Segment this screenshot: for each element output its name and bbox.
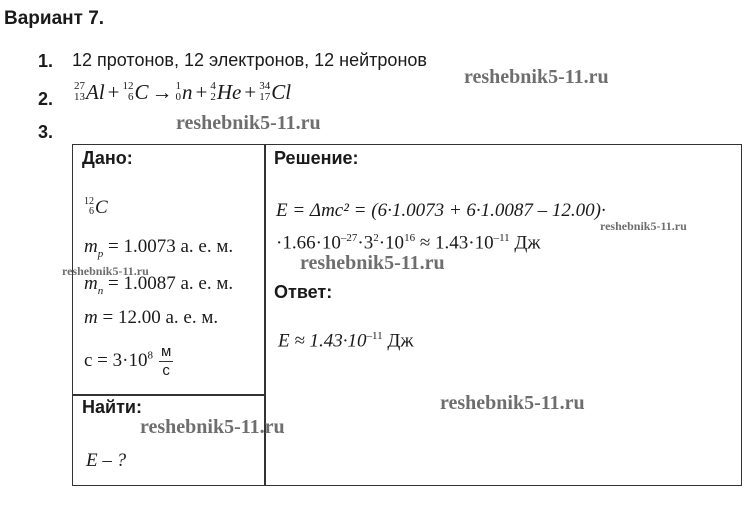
given-heading: Дано:: [82, 148, 133, 168]
variant-title: Вариант 7.: [4, 8, 105, 29]
given-neutron-mass: $m_n = 1.0087$ а. е. м.: [84, 273, 234, 297]
carbon-nuclide: 12 6 C: [122, 80, 149, 104]
neutron-nuclide: 1 0 n: [175, 80, 193, 104]
watermark-text: reshebnik5-11.ru: [140, 416, 285, 438]
given-nucleus-mass: m = 12.00 а. е. м.: [84, 307, 219, 328]
watermark-text: reshebnik5-11.ru: [464, 66, 609, 88]
given-nuclide: 12 6 C: [84, 195, 108, 218]
find-value: E – ?: [86, 450, 127, 471]
helium-nuclide: 4 2 He: [210, 80, 242, 104]
watermark-text: reshebnik5-11.ru: [440, 392, 585, 414]
solution-line-2: $\cdot 1.66\cdot 10^{-27}\cdot 3^2\cdot 10^{16} \approx 1.43\cdot 10^{-11}$ Дж: [276, 232, 541, 254]
watermark-text: reshebnik5-11.ru: [62, 264, 149, 278]
answer-value: $E \approx 1.43\cdot 10^{-11}$ Дж: [278, 330, 414, 352]
watermark-text: reshebnik5-11.ru: [300, 252, 445, 274]
speed-unit-fraction: $\frac{м}{с}$: [160, 343, 172, 379]
item-number-2: 2.: [38, 89, 54, 109]
watermark-text: reshebnik5-11.ru: [176, 112, 321, 134]
answer-1-text: 12 протонов, 12 электронов, 12 нейтронов: [72, 50, 427, 70]
solution-line-1: E = Δmc² = (6·1.0073 + 6·1.0087 – 12.00)·: [276, 200, 606, 221]
given-speed-of-light: $c = 3\cdot 10^8$ $\frac{м}{с}$: [84, 343, 172, 379]
solution-heading: Решение:: [274, 148, 359, 168]
solution-cell: [264, 144, 742, 486]
nuclear-reaction-equation: 27 13 Al + 12 6 C → 1 0 n + 4 2 He + 34 17 Cl: [74, 80, 292, 104]
answer-heading: Ответ:: [274, 282, 333, 302]
watermark-text: reshebnik5-11.ru: [600, 219, 687, 233]
find-heading: Найти:: [82, 397, 142, 417]
given-proton-mass: $m_p = 1.0073$ а. е. м.: [84, 236, 234, 260]
item-number-1: 1.: [38, 51, 54, 71]
item-number-3: 3.: [38, 122, 54, 142]
aluminium-nuclide: 27 13 Al: [74, 80, 105, 104]
chlorine-nuclide: 34 17 Cl: [259, 80, 292, 104]
reaction-arrow: →: [151, 80, 173, 104]
